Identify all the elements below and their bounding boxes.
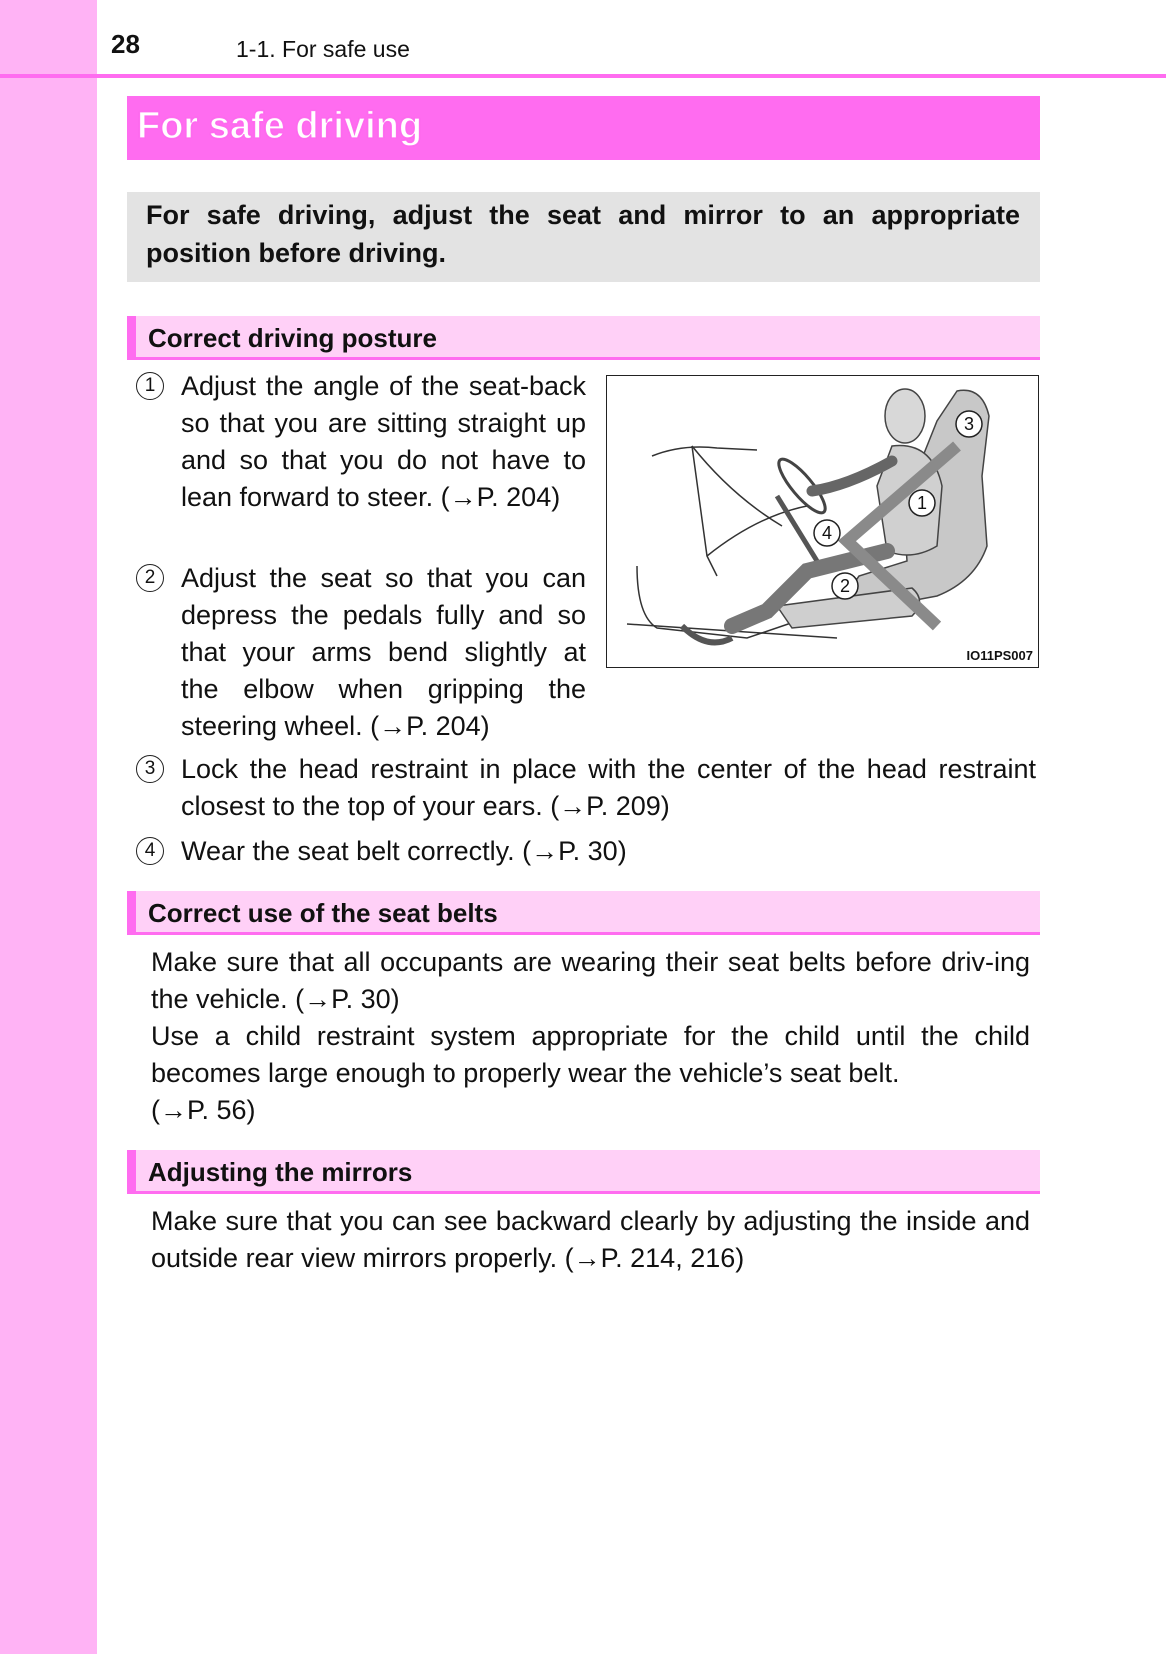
section-heading-text: Correct driving posture bbox=[148, 323, 437, 353]
callout-2: 2 bbox=[839, 576, 851, 596]
posture-item-text: Adjust the angle of the seat-back so that you are sitting straight up and so that you do not have to lean forward to steer. (→P. 204) bbox=[181, 371, 586, 512]
page-title: For safe driving bbox=[137, 105, 423, 147]
posture-item-text: Lock the head restraint in place with the center of the head restraint closest to the top of your ears. (→P. 209) bbox=[181, 754, 1036, 821]
mirrors-paragraph: Make sure that you can see backward clearly by adjusting the inside and outside rear view mirrors properly. (→P. 214, 216) bbox=[151, 1206, 1030, 1273]
circled-number-1: 1 bbox=[136, 372, 164, 400]
circled-number-4: 4 bbox=[136, 837, 164, 865]
figure-code: IO11PS007 bbox=[966, 648, 1033, 663]
section-heading-text: Correct use of the seat belts bbox=[148, 898, 498, 928]
section-heading-text: Adjusting the mirrors bbox=[148, 1157, 413, 1187]
callout-3: 3 bbox=[963, 414, 975, 434]
posture-item-text: Adjust the seat so that you can depress the pedals fully and so that your arms bend slightly at the elbow when gripping the steering wheel. (→P. 204) bbox=[181, 563, 586, 741]
section-heading-seatbelts bbox=[127, 891, 1040, 935]
seatbelts-paragraph-1: Make sure that all occupants are wearing their seat belts before driv-ing the vehicle. (→P. 30) bbox=[151, 947, 1030, 1014]
page-title-bar bbox=[127, 96, 1040, 160]
circled-number-3: 3 bbox=[136, 755, 164, 783]
left-margin-band bbox=[0, 0, 97, 1654]
driver-seat-drawing bbox=[607, 376, 1037, 666]
intro-box bbox=[127, 192, 1040, 282]
page-number: 28 bbox=[111, 29, 140, 59]
seatbelts-paragraph-2: Use a child restraint system appropriate for the child until the child becomes large enough to properly wear the vehicle’s seat belt. bbox=[151, 1021, 1030, 1088]
callout-1: 1 bbox=[916, 493, 928, 513]
section-breadcrumb: 1-1. For safe use bbox=[236, 36, 410, 62]
posture-item-text: Wear the seat belt correctly. (→P. 30) bbox=[181, 836, 627, 866]
circled-number-2: 2 bbox=[136, 564, 164, 592]
seatbelts-page-ref: (→P. 56) bbox=[151, 1095, 256, 1125]
section-heading-posture bbox=[127, 316, 1040, 360]
intro-text: For safe driving, adjust the seat and mirror to an appropriate position before driving. bbox=[146, 200, 1020, 268]
driving-posture-illustration bbox=[606, 375, 1039, 668]
callout-4: 4 bbox=[821, 523, 833, 543]
section-heading-mirrors bbox=[127, 1150, 1040, 1194]
header-rule bbox=[0, 74, 1166, 78]
